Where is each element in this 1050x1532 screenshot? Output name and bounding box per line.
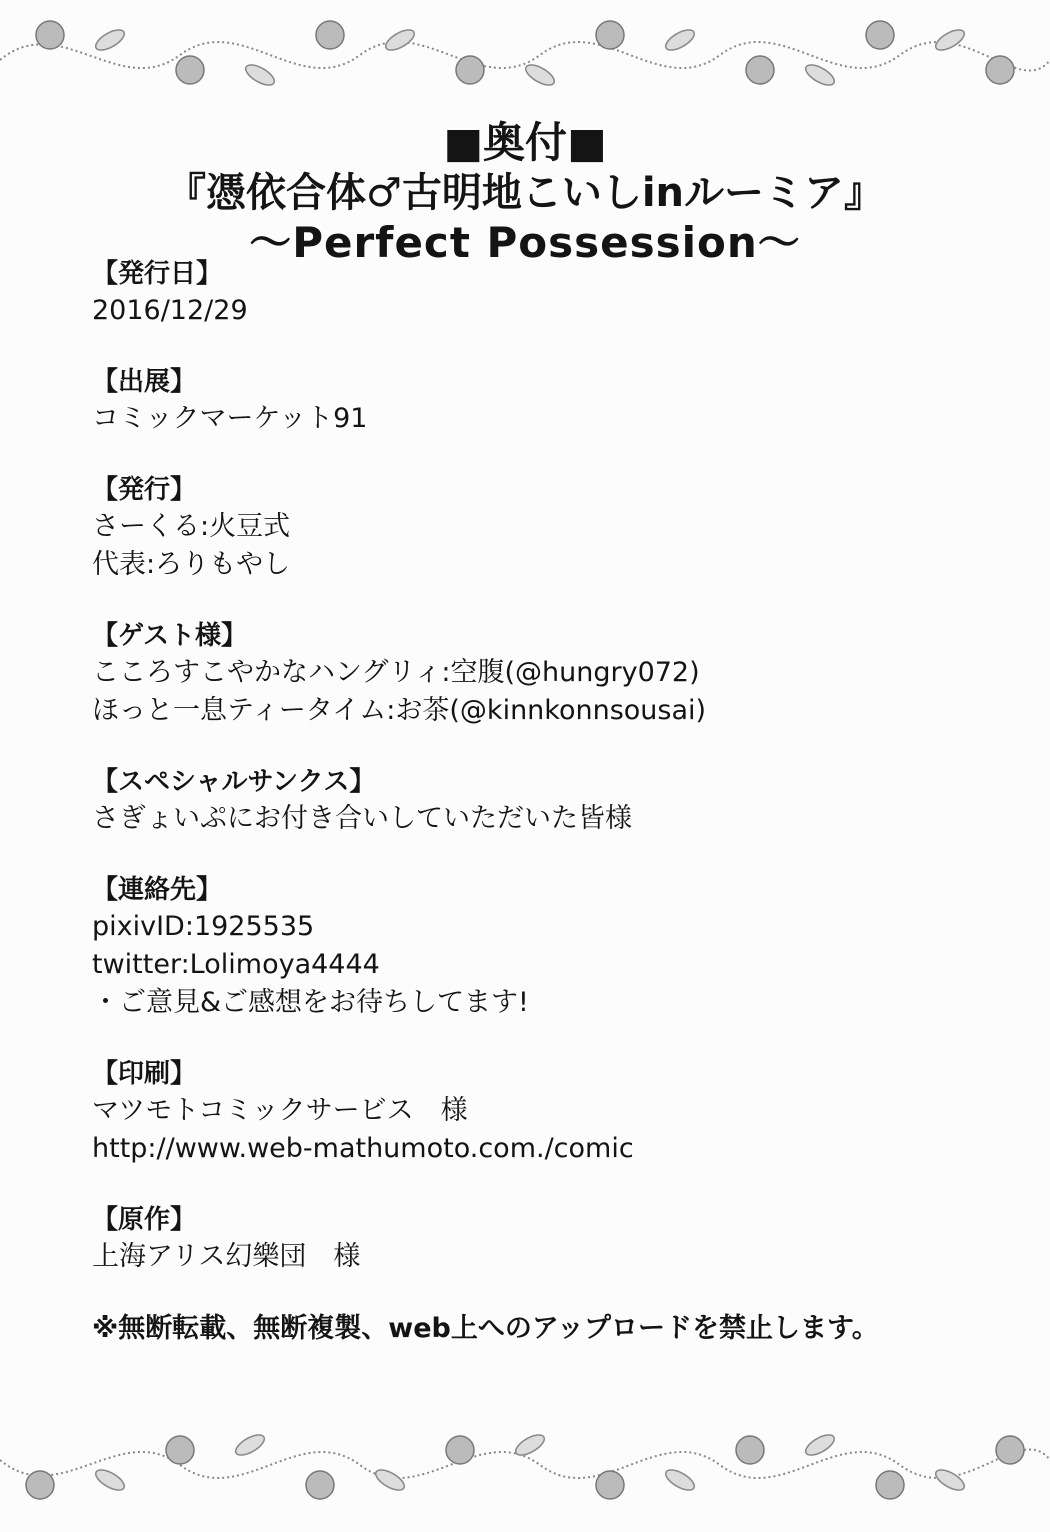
section-contact	[92, 872, 992, 1022]
representative: 代表:ろりもやし	[92, 549, 291, 580]
section-publisher	[92, 472, 992, 584]
thanks-text: さぎょいぷにお付き合いしていただいた皆様	[92, 803, 632, 834]
work-title: 『憑依合体♂古明地こいしinルーミア』	[165, 170, 885, 216]
twitter-id: twitter:Lolimoya4444	[92, 949, 380, 980]
work-subtitle: 〜Perfect Possession〜	[249, 218, 801, 267]
guest-entry: ほっと一息ティータイム:お茶(@kinnkonnsousai)	[92, 695, 707, 726]
original-author: 上海アリス幻樂団 様	[92, 1241, 361, 1272]
section-issue-date	[92, 256, 992, 330]
section-heading: 【ゲスト様】	[92, 621, 247, 651]
section-heading: 【発行】	[92, 475, 197, 505]
section-heading: 【原作】	[92, 1205, 197, 1235]
circle-name: さーくる:火豆式	[92, 511, 291, 542]
printer-url: http://www.web-mathumoto.com./comic	[92, 1133, 634, 1164]
section-heading: 【発行日】	[92, 259, 223, 289]
section-special-thanks	[92, 764, 992, 838]
section-event	[92, 364, 992, 438]
colophon-heading: ■奥付■	[443, 118, 607, 167]
title-block	[0, 118, 1050, 268]
section-heading: 【スペシャルサンクス】	[92, 767, 376, 797]
event-name: コミックマーケット91	[92, 403, 368, 434]
printer-name: マツモトコミックサービス 様	[92, 1095, 468, 1126]
pixiv-id: pixivID:1925535	[92, 911, 315, 942]
section-printer	[92, 1056, 992, 1168]
issue-date: 2016/12/29	[92, 295, 248, 326]
section-heading: 【印刷】	[92, 1059, 197, 1089]
section-original-work	[92, 1202, 992, 1276]
floral-border-top	[0, 0, 1050, 110]
floral-border-bottom	[0, 1410, 1050, 1520]
colophon-content	[92, 256, 992, 1348]
section-guests	[92, 618, 992, 730]
section-heading: 【出展】	[92, 367, 197, 397]
section-heading: 【連絡先】	[92, 875, 223, 905]
guest-entry: こころすこやかなハングリィ:空腹(@hungry072)	[92, 657, 700, 688]
copyright-notice: ※無断転載、無断複製、web上へのアップロードを禁止します。	[92, 1313, 879, 1344]
feedback-note: ・ご意見&ご感想をお待ちしてます!	[92, 987, 529, 1018]
